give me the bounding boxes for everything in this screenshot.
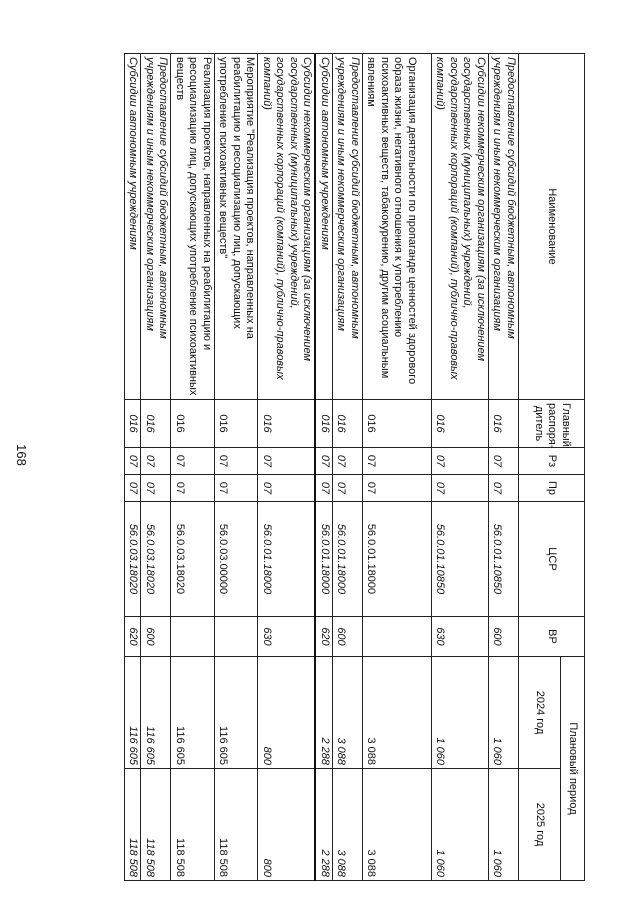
- csr-cell: 56.0.03.18020: [141, 502, 171, 617]
- vr-cell: 620: [316, 617, 333, 657]
- vr-cell: [215, 617, 259, 657]
- pr-cell: 07: [215, 475, 259, 502]
- header-csr: ЦСР: [519, 502, 585, 617]
- pr-cell: 07: [489, 475, 519, 502]
- csr-cell: 56.0.03.00000: [215, 502, 259, 617]
- name-cell: Организация деятельности по пропаганде ценностей здорового образа жизни, негативного отношения к употреблению психоактивных веществ, табакокурению, другим асоциальным явлениям: [363, 54, 432, 400]
- header-name: Наименование: [519, 54, 585, 400]
- csr-cell: 56.0.01.10850: [489, 502, 519, 617]
- value-2024-cell: 116 605: [215, 657, 259, 769]
- table-row: [333, 54, 363, 881]
- value-2024-cell: 2 288: [316, 657, 333, 769]
- name-cell: Реализация проектов, направленных на реабилитацию и ресоциализацию лиц, допускающих употребление психоактивных веществ: [171, 54, 215, 400]
- csr-cell: 56.0.01.18000: [363, 502, 432, 617]
- rz-cell: 07: [215, 448, 259, 475]
- name-cell: Субсидии некоммерческим организациям (за исключением государственных (муниципальных) учреждений, государственных корпораций (компаний), публично-правовых компаний): [258, 54, 316, 400]
- table-row: [141, 54, 171, 881]
- value-2024-cell: 3 088: [363, 657, 432, 769]
- gr-cell: 016: [363, 400, 432, 448]
- gr-cell: 016: [333, 400, 363, 448]
- header-pr: Пр: [519, 475, 585, 502]
- gr-cell: 016: [171, 400, 215, 448]
- value-2025-cell: 118 508: [215, 769, 259, 881]
- rz-cell: 07: [489, 448, 519, 475]
- rz-cell: 07: [432, 448, 489, 475]
- csr-cell: 56.0.01.18000: [316, 502, 333, 617]
- value-2024-cell: 116 605: [125, 657, 142, 769]
- table-body: [125, 54, 519, 881]
- pr-cell: 07: [125, 475, 142, 502]
- rz-cell: 07: [363, 448, 432, 475]
- table-row: [258, 54, 316, 881]
- name-cell: Предоставление субсидий бюджетным, автономным учреждениям и иным некоммерческим организациям: [141, 54, 171, 400]
- gr-cell: 016: [489, 400, 519, 448]
- budget-table: [124, 53, 585, 881]
- vr-cell: 620: [125, 617, 142, 657]
- value-2024-cell: 1 060: [489, 657, 519, 769]
- vr-cell: 600: [333, 617, 363, 657]
- header-gr: Главный распоря-дитель: [519, 400, 585, 448]
- csr-cell: 56.0.03.18020: [125, 502, 142, 617]
- value-2024-cell: 3 088: [333, 657, 363, 769]
- value-2025-cell: 1 060: [432, 769, 489, 881]
- table-row: [432, 54, 489, 881]
- gr-cell: 016: [215, 400, 259, 448]
- gr-cell: 016: [316, 400, 333, 448]
- header-rz: Рз: [519, 448, 585, 475]
- pr-cell: 07: [432, 475, 489, 502]
- table-row: [316, 54, 333, 881]
- rz-cell: 07: [141, 448, 171, 475]
- rz-cell: 07: [333, 448, 363, 475]
- name-cell: Мероприятие "Реализация проектов, направленных на реабилитацию и ресоциализацию лиц, допускающих употребление психоактивных веществ": [215, 54, 259, 400]
- pr-cell: 07: [316, 475, 333, 502]
- csr-cell: 56.0.01.10850: [432, 502, 489, 617]
- vr-cell: 630: [432, 617, 489, 657]
- value-2024-cell: 800: [258, 657, 316, 769]
- header-vr: ВР: [519, 617, 585, 657]
- pr-cell: 07: [171, 475, 215, 502]
- gr-cell: 016: [141, 400, 171, 448]
- value-2025-cell: 1 060: [489, 769, 519, 881]
- rz-cell: 07: [125, 448, 142, 475]
- gr-cell: 016: [125, 400, 142, 448]
- vr-cell: 600: [141, 617, 171, 657]
- table-row: [125, 54, 142, 881]
- value-2025-cell: 118 508: [171, 769, 215, 881]
- name-cell: Предоставление субсидий бюджетным, автономным учреждениям и иным некоммерческим организациям: [489, 54, 519, 400]
- table-row: [489, 54, 519, 881]
- value-2025-cell: 3 088: [333, 769, 363, 881]
- value-2025-cell: 3 088: [363, 769, 432, 881]
- value-2025-cell: 2 288: [316, 769, 333, 881]
- pr-cell: 07: [363, 475, 432, 502]
- name-cell: Субсидии автономным учреждениям: [316, 54, 333, 400]
- name-cell: Субсидии некоммерческим организациям (за исключением государственных (муниципальных) учреждений, государственных корпораций (компаний), публично-правовых компаний): [432, 54, 489, 400]
- budget-table-container: [127, 53, 585, 880]
- pr-cell: 07: [141, 475, 171, 502]
- rz-cell: 07: [258, 448, 316, 475]
- vr-cell: [363, 617, 432, 657]
- vr-cell: 600: [489, 617, 519, 657]
- table-row: [363, 54, 432, 881]
- value-2024-cell: 116 605: [171, 657, 215, 769]
- csr-cell: 56.0.01.18000: [333, 502, 363, 617]
- value-2024-cell: 1 060: [432, 657, 489, 769]
- header-plan-period: Плановый период: [561, 657, 585, 881]
- csr-cell: 56.0.03.18020: [171, 502, 215, 617]
- header-2024: 2024 год: [519, 657, 561, 769]
- value-2025-cell: 800: [258, 769, 316, 881]
- rz-cell: 07: [171, 448, 215, 475]
- table-row: [215, 54, 259, 881]
- pr-cell: 07: [258, 475, 316, 502]
- header-2025: 2025 год: [519, 769, 561, 881]
- csr-cell: 56.0.01.18000: [258, 502, 316, 617]
- value-2025-cell: 118 508: [141, 769, 171, 881]
- gr-cell: 016: [258, 400, 316, 448]
- table-row: [171, 54, 215, 881]
- rz-cell: 07: [316, 448, 333, 475]
- vr-cell: [171, 617, 215, 657]
- name-cell: Предоставление субсидий бюджетным, автономным учреждениям и иным некоммерческим организациям: [333, 54, 363, 400]
- page-number: 168: [14, 444, 29, 466]
- pr-cell: 07: [333, 475, 363, 502]
- vr-cell: 630: [258, 617, 316, 657]
- value-2024-cell: 116 605: [141, 657, 171, 769]
- value-2025-cell: 118 508: [125, 769, 142, 881]
- gr-cell: 016: [432, 400, 489, 448]
- name-cell: Субсидии автономным учреждениям: [125, 54, 142, 400]
